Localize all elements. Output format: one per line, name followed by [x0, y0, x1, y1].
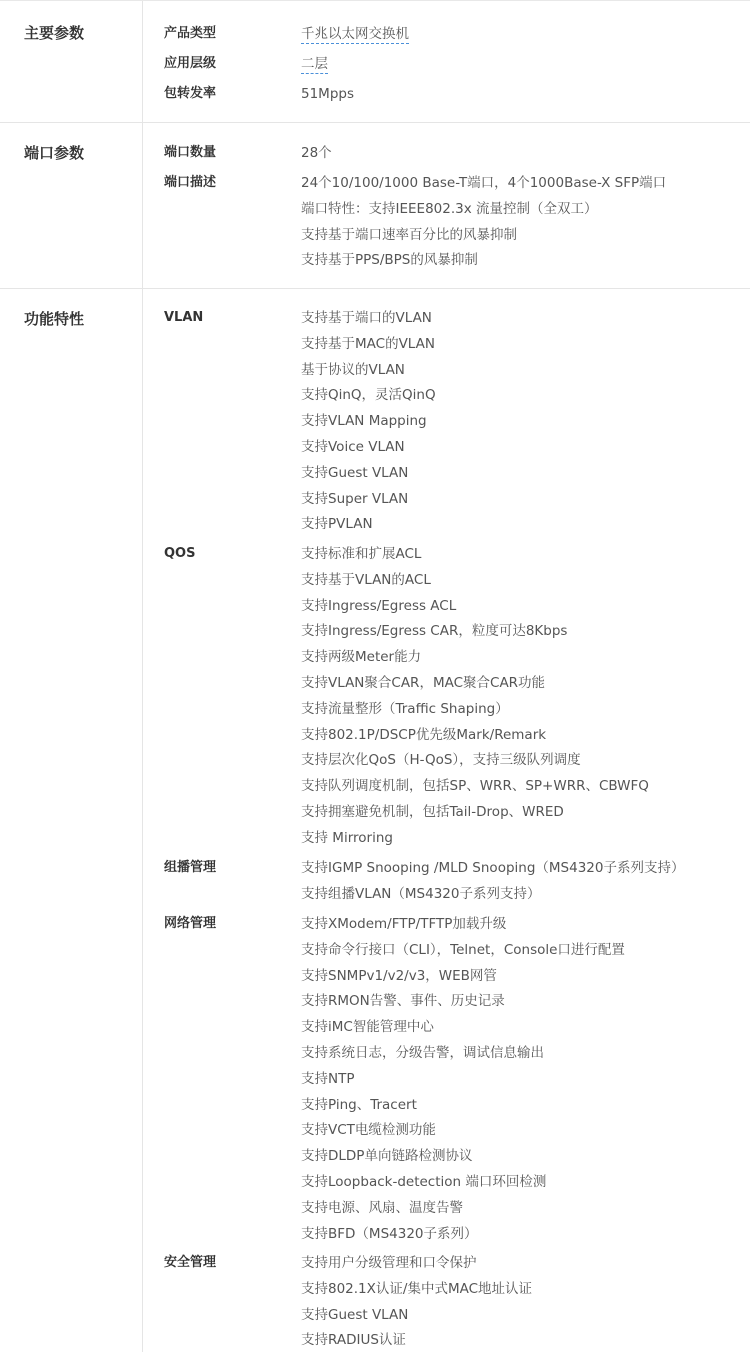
feature-item: 支持VLAN Mapping [301, 413, 427, 430]
feature-item: 支持标准和扩展ACL [301, 546, 422, 562]
feature-group-label: 安全管理 [164, 1255, 217, 1270]
feature-item: 支持Loopback-detection 端口环回检测 [301, 1173, 547, 1190]
spec-values [301, 173, 741, 276]
feature-item: 支持RADIUS认证 [301, 1332, 406, 1349]
section-port-params [0, 123, 750, 289]
spec-values [301, 54, 741, 80]
feature-item: 支持iMC智能管理中心 [301, 1019, 434, 1036]
feature-item: 支持流量整形（Traffic Shaping） [301, 700, 509, 717]
feature-group-values [301, 858, 741, 910]
spec-value: 端口特性：支持IEEE802.3x 流量控制（全双工） [301, 200, 598, 217]
feature-item: 支持VCT电缆检测功能 [301, 1122, 436, 1139]
feature-item: 支持基于端口的VLAN [301, 310, 432, 326]
feature-group-values [301, 544, 741, 854]
feature-item: 支持基于MAC的VLAN [301, 335, 435, 352]
feature-item: 支持NTP [301, 1070, 355, 1087]
spec-label: 端口数量 [164, 145, 217, 160]
feature-item: 支持 Mirroring [301, 829, 393, 846]
spec-value: 51Mpps [301, 86, 354, 102]
feature-item: 支持Voice VLAN [301, 438, 405, 455]
feature-item: 支持XModem/FTP/TFTP加载升级 [301, 916, 507, 932]
spec-label: 端口描述 [164, 175, 217, 190]
section-main-params [0, 1, 750, 123]
feature-item: 支持命令行接口（CLI），Telnet，Console口进行配置 [301, 941, 625, 958]
section-title: 主要参数 [24, 24, 85, 42]
feature-item: 支持系统日志，分级告警，调试信息输出 [301, 1044, 544, 1061]
feature-item: 支持Ping、Tracert [301, 1096, 417, 1113]
feature-item: 支持两级Meter能力 [301, 649, 422, 666]
feature-item: 支持Ingress/Egress ACL [301, 597, 457, 614]
spec-value-link[interactable]: 二层 [301, 56, 328, 72]
feature-item: 支持Ingress/Egress CAR，粒度可达8Kbps [301, 623, 568, 640]
feature-item: 支持802.1P/DSCP优先级Mark/Remark [301, 726, 547, 743]
section-title: 功能特性 [24, 310, 85, 328]
feature-item: 支持PVLAN [301, 516, 373, 533]
feature-item: 支持用户分级管理和口令保护 [301, 1255, 477, 1271]
feature-item: 支持组播VLAN（MS4320子系列支持） [301, 885, 541, 902]
feature-item: 支持基于VLAN的ACL [301, 571, 431, 588]
spec-values [301, 143, 741, 169]
spec-label: 应用层级 [164, 56, 217, 71]
feature-item: 支持Super VLAN [301, 490, 409, 507]
feature-item: 支持BFD（MS4320子系列） [301, 1225, 478, 1242]
feature-item: 支持802.1X认证/集中式MAC地址认证 [301, 1280, 533, 1297]
feature-item: 支持电源、风扇、温度告警 [301, 1199, 463, 1216]
feature-item: 支持队列调度机制，包括SP、WRR、SP+WRR、CBWFQ [301, 778, 649, 795]
spec-value: 28个 [301, 145, 332, 161]
column-divider [142, 1, 143, 122]
feature-item: 支持Guest VLAN [301, 1306, 409, 1323]
feature-item: 支持IGMP Snooping /MLD Snooping（MS4320子系列支持） [301, 860, 685, 876]
feature-item: 支持拥塞避免机制，包括Tail-Drop、WRED [301, 803, 564, 820]
feature-item: 支持DLDP单向链路检测协议 [301, 1148, 473, 1165]
spec-value: 支持基于端口速率百分比的风暴抑制 [301, 226, 517, 243]
feature-group-values [301, 1253, 741, 1356]
feature-group-values [301, 308, 741, 540]
feature-item: 支持层次化QoS（H-QoS），支持三级队列调度 [301, 752, 581, 769]
feature-item: 支持RMON告警、事件、历史记录 [301, 993, 505, 1010]
feature-group-label: QOS [164, 546, 196, 561]
spec-label: 包转发率 [164, 86, 217, 101]
feature-group-values [301, 914, 741, 1249]
column-divider [142, 289, 143, 1352]
spec-value: 支持基于PPS/BPS的风暴抑制 [301, 252, 478, 269]
feature-item: 支持Guest VLAN [301, 464, 409, 481]
feature-item: 支持VLAN聚合CAR，MAC聚合CAR功能 [301, 674, 546, 691]
spec-values [301, 24, 741, 50]
feature-item: 支持QinQ，灵活QinQ [301, 387, 436, 404]
feature-item: 支持SNMPv1/v2/v3，WEB网管 [301, 967, 497, 984]
section-title: 端口参数 [24, 144, 85, 162]
section-features [0, 289, 750, 1352]
spec-value: 24个10/100/1000 Base-T端口，4个1000Base-X SFP端口 [301, 175, 667, 191]
column-divider [142, 123, 143, 288]
feature-group-label: 网络管理 [164, 916, 217, 931]
spec-value-link[interactable]: 千兆以太网交换机 [301, 26, 409, 42]
feature-group-label: 组播管理 [164, 860, 217, 875]
feature-item: 基于协议的VLAN [301, 361, 405, 378]
spec-label: 产品类型 [164, 26, 217, 41]
spec-values [301, 84, 741, 110]
feature-group-label: VLAN [164, 310, 204, 325]
